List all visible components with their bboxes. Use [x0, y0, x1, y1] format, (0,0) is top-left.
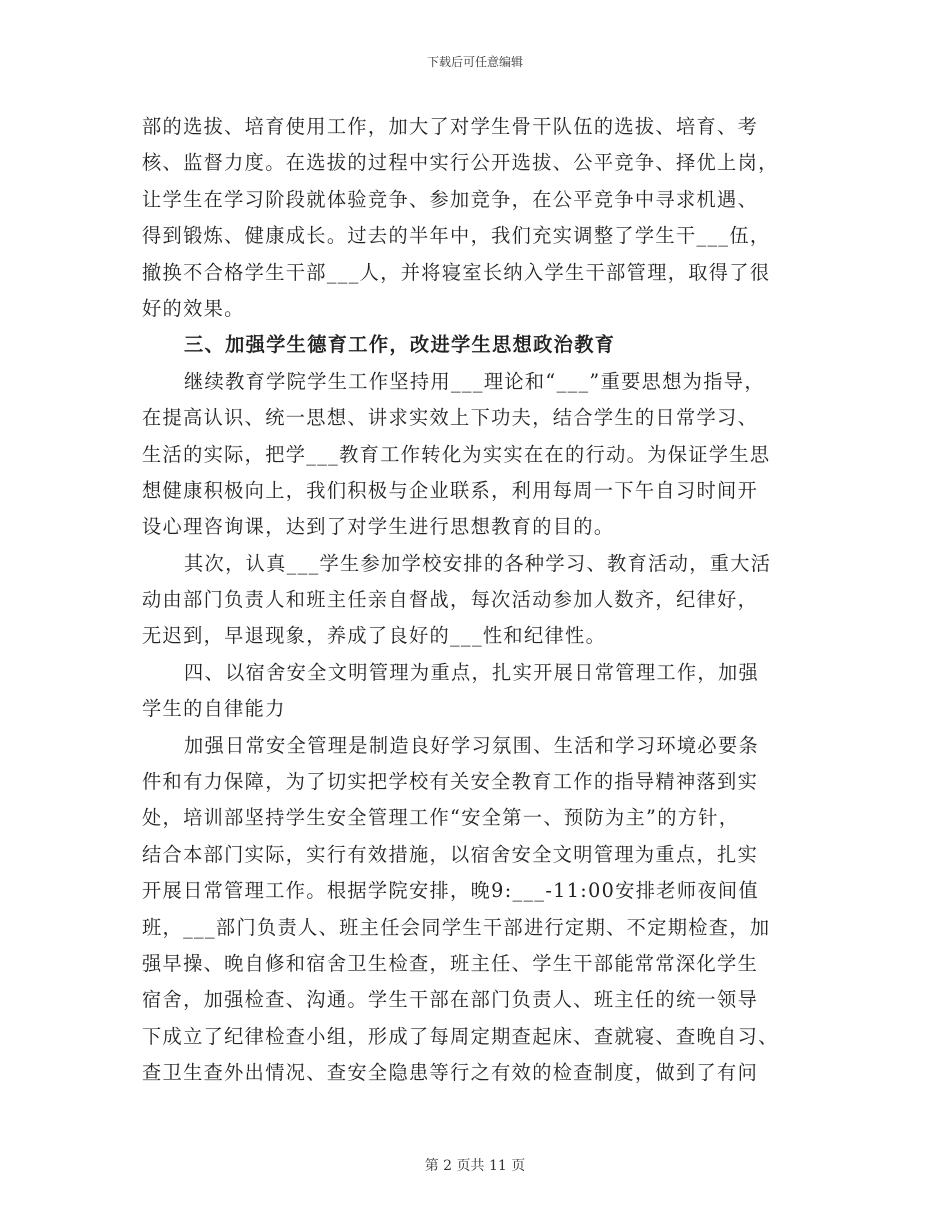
paragraph-line: 继续教育学院学生工作坚持用___理论和“___”重要思想为指导，	[184, 369, 765, 393]
section-heading-continued: 学生的自律能力	[142, 697, 286, 721]
paragraph-line: 加强日常安全管理是制造良好学习氛围、生活和学习环境必要条	[184, 733, 760, 757]
paragraph-line: 好的效果。	[142, 296, 245, 320]
page-header: 下载后可任意编辑	[426, 55, 523, 69]
paragraph-line: 宿舍，加强检查、沟通。学生干部在部门负责人、班主任的统一领导	[142, 988, 759, 1012]
paragraph-line: 其次，认真___学生参加学校安排的各种学习、教育活动，重大活	[184, 551, 772, 575]
paragraph-line: 查卫生查外出情况、查安全隐患等行之有效的检查制度，做到了有问	[142, 1061, 759, 1085]
paragraph-line: 无迟到，早退现象，养成了良好的___性和纪律性。	[142, 624, 607, 648]
paragraph-line: 处，培训部坚持学生安全管理工作“安全第一、预防为主”的方针，	[142, 806, 740, 830]
paragraph-line: 件和有力保障，为了切实把学校有关安全教育工作的指导精神落到实	[142, 770, 759, 794]
paragraph-line: 下成立了纪律检查小组，形成了每周定期查起床、查就寝、查晚自习、	[142, 1024, 779, 1048]
paragraph-line: 动由部门负责人和班主任亲自督战，每次活动参加人数齐，纪律好，	[142, 588, 759, 612]
paragraph-line: 强早操、晚自修和宿舍卫生检查，班主任、学生干部能常常深化学生	[142, 951, 759, 975]
paragraph-line: 核、监督力度。在选拔的过程中实行公开选拔、公平竞争、择优上岗，	[142, 151, 779, 175]
paragraph-line: 想健康积极向上，我们积极与企业联系，利用每周一下午自习时间开	[142, 478, 759, 502]
paragraph-line: 撤换不合格学生干部___人，并将寝室长纳入学生干部管理，取得了很	[142, 260, 771, 284]
paragraph-line: 设心理咨询课，达到了对学生进行思想教育的目的。	[142, 515, 615, 539]
paragraph-line: 在提高认识、统一思想、讲求实效上下功夫，结合学生的日常学习、	[142, 406, 759, 430]
paragraph-line: 结合本部门实际，实行有效措施，以宿舍安全文明管理为重点，扎实	[142, 842, 759, 866]
paragraph-line: 生活的实际，把学___教育工作转化为实实在在的行动。为保证学生思	[142, 442, 771, 466]
paragraph-line: 让学生在学习阶段就体验竞争、参加竞争，在公平竞争中寻求机遇、	[142, 187, 759, 211]
paragraph-line: 得到锻炼、健康成长。过去的半年中，我们充实调整了学生干___伍，	[142, 224, 771, 248]
paragraph-line: 班，___部门负责人、班主任会同学生干部进行定期、不定期检查，加	[142, 915, 771, 939]
page-footer: 第 2 页共 11 页	[424, 1158, 526, 1174]
paragraph-line: 开展日常管理工作。根据学院安排，晚9:___-11:00安排老师夜间值	[142, 879, 759, 903]
paragraph-line: 部的选拔、培育使用工作，加大了对学生骨干队伍的选拔、培育、考	[142, 115, 759, 138]
document-body	[142, 109, 822, 1092]
section-heading: 三、加强学生德育工作，改进学生思想政治教育	[184, 333, 616, 357]
section-heading: 四、以宿舍安全文明管理为重点，扎实开展日常管理工作，加强	[184, 660, 760, 684]
